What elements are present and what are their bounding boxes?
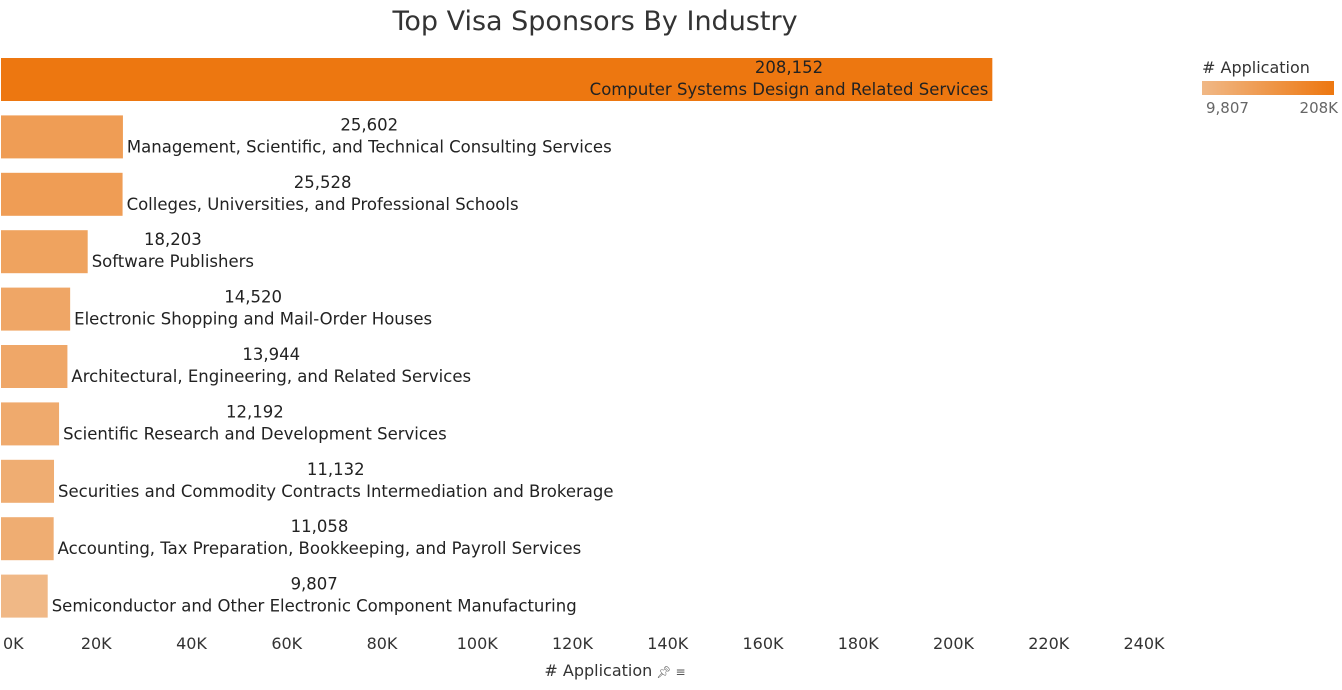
- legend-max-label: 208K: [1299, 99, 1338, 117]
- x-tick-label-7: 140K: [647, 634, 689, 653]
- legend-labels: [1202, 99, 1338, 119]
- sort-icon[interactable]: ≡: [675, 664, 686, 679]
- category-label-9: Accounting, Tax Preparation, Bookkeeping, and Payroll Services: [57, 539, 582, 559]
- x-tick-label-11: 220K: [1028, 634, 1070, 653]
- x-tick-label-10: 200K: [932, 634, 975, 653]
- value-label-3: 25,528: [293, 172, 352, 192]
- value-label-2: 25,602: [340, 115, 399, 135]
- value-label-5: 14,520: [224, 287, 283, 307]
- x-tick-label-3: 60K: [271, 634, 303, 653]
- category-label-3: Colleges, Universities, and Professional Schools: [126, 194, 519, 214]
- x-tick-label-12: 240K: [1123, 634, 1165, 653]
- color-legend: [1202, 58, 1342, 119]
- bar-2[interactable]: [1, 115, 123, 158]
- category-label-6: Architectural, Engineering, and Related Services: [71, 367, 472, 386]
- legend-title: # Application: [1202, 58, 1310, 77]
- legend-color-ramp: [1202, 81, 1334, 95]
- bar-10[interactable]: [1, 575, 48, 618]
- x-tick-label-6: 120K: [551, 634, 594, 653]
- bar-7[interactable]: [1, 402, 59, 445]
- category-label-1: Computer Systems Design and Related Services: [589, 80, 989, 99]
- value-label-9: 11,058: [290, 517, 349, 537]
- category-label-2: Management, Scientific, and Technical Consulting Services: [126, 137, 612, 157]
- x-axis-label: # Application: [544, 661, 653, 680]
- x-tick-label-4: 80K: [366, 634, 398, 653]
- category-label-5: Electronic Shopping and Mail-Order Houses: [74, 309, 433, 329]
- pin-icon[interactable]: 📌︎: [656, 664, 672, 679]
- category-label-7: Scientific Research and Development Services: [63, 424, 447, 444]
- x-tick-label-5: 100K: [456, 634, 498, 653]
- category-label-4: Software Publishers: [91, 252, 255, 272]
- x-tick-label-2: 40K: [176, 634, 207, 653]
- bar-6[interactable]: [1, 345, 67, 388]
- x-tick-label-1: 20K: [80, 634, 112, 653]
- bar-9[interactable]: [1, 517, 54, 560]
- value-label-6: 13,944: [242, 345, 301, 364]
- bar-8[interactable]: [1, 460, 54, 503]
- legend-min-label: 9,807: [1206, 99, 1249, 117]
- value-label-10: 9,807: [290, 574, 338, 594]
- value-label-1: 208,152: [754, 58, 824, 77]
- category-label-8: Securities and Commodity Contracts Intermediation and Brokerage: [58, 481, 614, 501]
- bar-5[interactable]: [1, 288, 70, 331]
- x-axis-title[interactable]: [0, 661, 1230, 680]
- chart-title: Top Visa Sponsors By Industry: [392, 6, 798, 37]
- x-tick-label-0: 0K: [3, 634, 24, 653]
- value-label-8: 11,132: [306, 459, 365, 479]
- x-tick-label-8: 160K: [742, 634, 784, 653]
- bar-3[interactable]: [1, 173, 123, 216]
- x-tick-label-9: 180K: [837, 634, 879, 653]
- value-label-7: 12,192: [226, 402, 284, 422]
- category-label-10: Semiconductor and Other Electronic Component Manufacturing: [51, 596, 577, 616]
- bar-4[interactable]: [1, 230, 88, 273]
- value-label-4: 18,203: [143, 230, 202, 250]
